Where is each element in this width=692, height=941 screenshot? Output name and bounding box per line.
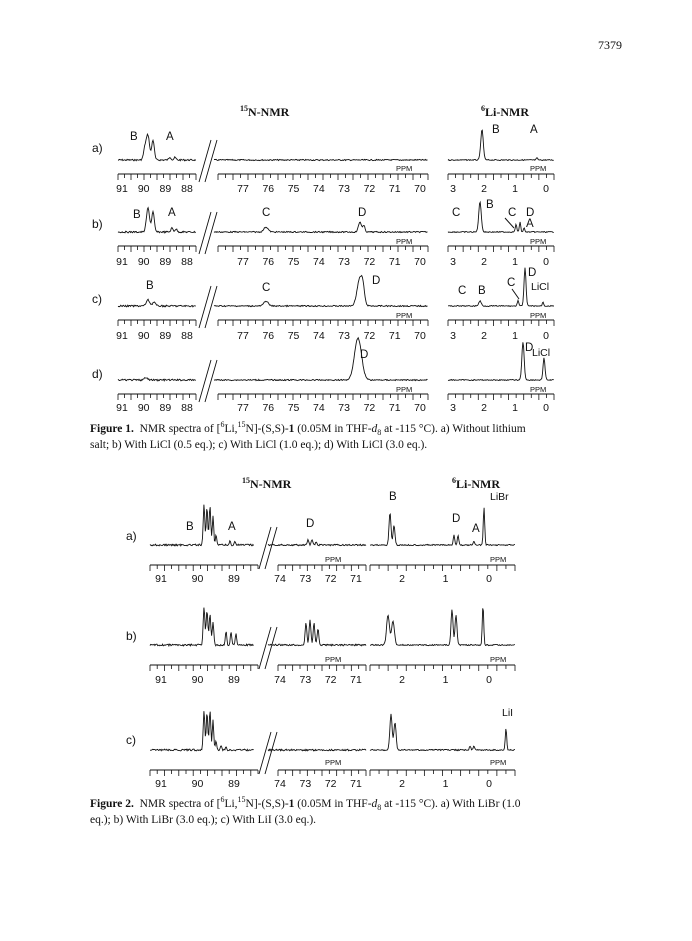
fig1-c-li-tick-label: 3	[450, 330, 456, 342]
fig1-c-n-right-tick-label: 77	[237, 330, 249, 342]
fig2a-li-ppm: PPM	[490, 555, 507, 564]
fig1c-li-peak-B: B	[478, 285, 486, 297]
fig2c-n-ppm: PPM	[325, 758, 342, 767]
fig2-c-n-left-tick-label: 91	[155, 778, 167, 790]
fig1c-li-ppm: PPM	[530, 311, 547, 320]
fig1-d-li-tick-label: 3	[450, 402, 456, 414]
fig1-a-break-slash	[199, 140, 211, 182]
fig1d-peak-D: D	[360, 349, 369, 361]
page-number: 7379	[598, 38, 622, 52]
fig1-c-n-left-tick-label: 90	[137, 330, 150, 342]
fig1-d-n-right-tick-label: 71	[388, 402, 401, 414]
fig1-b-n-right-tick-label: 70	[414, 256, 426, 268]
fig1b-li-peak-C: C	[452, 207, 461, 219]
fig1-a-n-right-tick-label: 73	[338, 183, 350, 195]
fig1-a-li-tick-label: 3	[450, 183, 456, 195]
fig1c-peak-D: D	[372, 275, 381, 287]
fig2-a-li-trace	[370, 508, 515, 546]
fig1b-li-ppm: PPM	[530, 237, 547, 246]
fig2-b-n-right-tick-label: 71	[350, 674, 362, 686]
fig1d-li-peak-LiCl: LiCl	[532, 347, 551, 359]
fig2-a-break-slash	[259, 527, 271, 569]
fig1a-li-peak-B: B	[492, 124, 500, 136]
fig1d-n-ppm: PPM	[396, 385, 413, 394]
fig1-panel-d-label: d)	[92, 367, 103, 381]
fig2a-peak-B: B	[186, 521, 194, 533]
figure1-caption: Figure 1. NMR spectra of [$^6$Li,$^{15}$N]-(S,S)-1 (0.05M in THF-$d_8$ at -115 °C). a) Without lithium salt; b) With LiCl (0.5 eq.); c) With LiCl (1.0 eq.); d) With LiCl (3.0 eq.).	[90, 420, 526, 452]
fig2-c-n-right-trace	[268, 749, 366, 751]
fig1-c-n-right-tick-label: 74	[313, 330, 325, 342]
fig1-a-n-right-tick-label: 76	[262, 183, 275, 195]
fig1-d-n-right-tick-label: 72	[363, 402, 376, 414]
fig1c-peak-B: B	[146, 280, 154, 292]
fig1-b-n-left-trace	[118, 208, 196, 233]
fig1-b-break-slash	[205, 212, 217, 254]
fig2-panel-a-label: a)	[126, 529, 137, 543]
fig2a-peak-A: A	[228, 521, 236, 533]
fig1-c-break-slash	[199, 286, 211, 328]
fig2a-n-ppm: PPM	[325, 555, 342, 564]
fig1-a-li-tick-label: 1	[512, 183, 518, 195]
fig1c-li-peak-LiCl: LiCl	[531, 281, 550, 293]
fig2a-li-peak-D: D	[452, 513, 461, 525]
fig1-c-n-left-trace	[118, 299, 196, 307]
fig2-tick-labels	[155, 573, 492, 790]
fig1b-peak-C: C	[262, 207, 271, 219]
fig1-c-n-right-tick-label: 70	[414, 330, 426, 342]
fig2c-li-ppm: PPM	[490, 758, 507, 767]
fig2-a-li-tick-label: 2	[399, 573, 405, 585]
fig2-b-n-right-tick-label: 73	[299, 674, 312, 686]
fig2-a-break-slash	[265, 527, 277, 569]
fig2-a-n-left-trace	[150, 505, 254, 546]
fig1-a-n-left-tick-label: 90	[137, 183, 150, 195]
fig2b-li-ppm: PPM	[490, 655, 507, 664]
fig1-a-break-slash	[205, 140, 217, 182]
fig1a-li-peak-A: A	[530, 124, 538, 136]
fig1a-li-ppm: PPM	[530, 164, 547, 173]
fig2-a-li-tick-label: 0	[486, 573, 492, 585]
fig1b-peak-B: B	[133, 209, 141, 221]
fig1-d-li-tick-label: 0	[543, 402, 549, 414]
fig1-d-n-right-tick-label: 76	[262, 402, 275, 414]
fig2-b-n-right-tick-label: 74	[274, 674, 286, 686]
fig1b-li-peak-D: D	[526, 207, 535, 219]
fig1-a-li-tick-label: 2	[481, 183, 487, 195]
fig1-panel-b-label: b)	[92, 217, 103, 231]
fig1b-li-peak-C2: C	[508, 207, 517, 219]
fig2-c-li-tick-label: 0	[486, 778, 492, 790]
fig1-b-li-tick-label: 3	[450, 256, 456, 268]
figure2-caption: Figure 2. NMR spectra of [$^6$Li,$^{15}$N]-(S,S)-1 (0.05M in THF-$d_8$ at -115 °C). a) With LiBr (1.0 eq.); b) With LiBr (3.0 eq.); c) With LiI (3.0 eq.).	[90, 795, 521, 827]
fig1-a-n-right-tick-label: 77	[237, 183, 249, 195]
fig2-b-li-tick-label: 0	[486, 674, 492, 686]
fig1-d-n-right-tick-label: 75	[287, 402, 300, 414]
fig2-c-n-left-tick-label: 90	[191, 778, 204, 790]
fig2-c-li-trace	[370, 714, 515, 751]
fig1-a-n-right-tick-label: 74	[313, 183, 325, 195]
fig1-b-li-tick-label: 2	[481, 256, 487, 268]
fig1-d-n-left-tick-label: 91	[116, 402, 128, 414]
fig1-c-n-left-tick-label: 88	[181, 330, 193, 342]
fig2-a-n-right-tick-label: 71	[350, 573, 362, 585]
fig2-c-n-right-tick-label: 71	[350, 778, 362, 790]
fig1-tick-labels	[116, 183, 549, 414]
fig2-c-n-right-tick-label: 74	[274, 778, 286, 790]
fig1-d-break-slash	[205, 360, 217, 402]
fig2-b-n-left-trace	[150, 608, 254, 646]
fig1c-li-peak-C: C	[458, 285, 467, 297]
fig1-b-n-right-tick-label: 77	[237, 256, 249, 268]
fig1a-n-ppm: PPM	[396, 164, 413, 173]
fig2-b-n-left-tick-label: 90	[191, 674, 204, 686]
fig1a-peak-B: B	[130, 131, 138, 143]
fig2a-li-peak-LiBr: LiBr	[490, 491, 509, 503]
fig1-b-n-left-tick-label: 91	[116, 256, 128, 268]
fig2-c-n-right-tick-label: 72	[324, 778, 337, 790]
fig2-c-li-tick-label: 2	[399, 778, 405, 790]
fig2a-li-peak-A: A	[472, 523, 480, 535]
fig1-d-n-right-tick-label: 77	[237, 402, 249, 414]
fig1c-li-peak-C2: C	[507, 277, 516, 289]
fig1-c-n-left-tick-label: 91	[116, 330, 128, 342]
fig1-a-li-tick-label: 0	[543, 183, 549, 195]
fig1-b-n-right-tick-label: 76	[262, 256, 275, 268]
fig1-b-n-right-tick-label: 71	[388, 256, 401, 268]
fig1-panel-c-label: c)	[92, 292, 102, 306]
fig2-b-li-tick-label: 2	[399, 674, 405, 686]
fig2b-n-ppm: PPM	[325, 655, 342, 664]
fig1-c-n-right-trace	[214, 276, 428, 307]
fig2-a-n-left-tick-label: 91	[155, 573, 167, 585]
fig1-d-n-left-tick-label: 90	[137, 402, 150, 414]
fig1-b-n-left-tick-label: 90	[137, 256, 150, 268]
fig1-a-n-right-trace	[214, 159, 428, 160]
fig1-c-n-right-tick-label: 75	[287, 330, 300, 342]
fig1-b-li-tick-label: 1	[512, 256, 518, 268]
fig2-a-li-tick-label: 1	[442, 573, 449, 585]
fig2-c-n-left-tick-label: 89	[228, 778, 240, 790]
fig2-b-li-tick-label: 1	[442, 674, 449, 686]
fig2-c-li-tick-label: 1	[442, 778, 449, 790]
fig1-c-n-right-tick-label: 76	[262, 330, 275, 342]
fig2c-li-peak-LiI: LiI	[502, 707, 514, 719]
fig1-a-n-left-tick-label: 88	[181, 183, 193, 195]
fig1-a-n-right-tick-label: 71	[388, 183, 401, 195]
fig2a-li-peak-B: B	[389, 491, 397, 503]
fig2-b-n-left-tick-label: 91	[155, 674, 167, 686]
fig1-b-n-right-tick-label: 74	[313, 256, 325, 268]
fig1-b-n-left-tick-label: 88	[181, 256, 193, 268]
fig1-li-nmr-header: $^6$Li-NMR	[481, 104, 529, 119]
fig1-panel-a-label: a)	[92, 141, 103, 155]
fig1-c-li-tick-label: 0	[543, 330, 549, 342]
fig2-c-n-left-trace	[150, 711, 254, 751]
fig1-c-li-tick-label: 1	[512, 330, 518, 342]
fig2-c-break-slash	[265, 732, 277, 774]
fig1b-peak-A: A	[168, 207, 176, 219]
fig2-li-nmr-header: $^6$Li-NMR	[452, 476, 500, 491]
fig1-d-n-right-tick-label: 73	[338, 402, 350, 414]
fig2-c-break-slash	[259, 732, 271, 774]
fig2-b-break-slash	[259, 627, 271, 669]
fig1b-arrow	[505, 218, 514, 228]
fig1-d-n-right-tick-label: 70	[414, 402, 426, 414]
fig2-b-n-left-tick-label: 89	[228, 674, 240, 686]
fig1-b-n-right-tick-label: 75	[287, 256, 300, 268]
fig1-c-break-slash	[205, 286, 217, 328]
fig2-a-n-right-tick-label: 74	[274, 573, 286, 585]
fig2-panel-c-label: c)	[126, 733, 136, 747]
fig2-a-n-right-tick-label: 72	[324, 573, 337, 585]
fig1b-li-peak-A: A	[526, 218, 534, 230]
fig1-a-li-trace	[448, 130, 554, 160]
fig1-c-n-left-tick-label: 89	[159, 330, 172, 342]
fig2-panel-b-label: b)	[126, 629, 137, 643]
fig2a-peak-D: D	[306, 518, 315, 530]
fig1-d-n-left-tick-label: 88	[181, 402, 193, 414]
fig1-b-n-right-trace	[214, 222, 428, 232]
fig2-b-n-right-tick-label: 72	[324, 674, 337, 686]
fig2-b-break-slash	[265, 627, 277, 669]
fig1-d-li-tick-label: 1	[512, 402, 518, 414]
fig1-a-n-right-tick-label: 75	[287, 183, 300, 195]
fig1d-li-ppm: PPM	[530, 385, 547, 394]
fig1a-peak-A: A	[166, 131, 174, 143]
fig1c-arrow	[512, 289, 519, 299]
fig1-a-n-left-tick-label: 91	[116, 183, 128, 195]
fig1-c-li-tick-label: 2	[481, 330, 487, 342]
fig1-b-n-right-tick-label: 73	[338, 256, 350, 268]
fig1-a-n-left-tick-label: 89	[159, 183, 172, 195]
fig2-n-nmr-header: $^{15}$N-NMR	[242, 476, 292, 491]
fig1-d-n-left-trace	[118, 378, 196, 381]
fig1-b-break-slash	[199, 212, 211, 254]
fig2-a-n-left-tick-label: 90	[191, 573, 204, 585]
fig2-a-n-right-tick-label: 73	[299, 573, 312, 585]
fig1-d-n-right-trace	[214, 338, 428, 381]
fig1-n-nmr-header: $^{15}$N-NMR	[240, 104, 290, 119]
fig2-b-n-right-trace	[268, 620, 366, 646]
fig1-d-li-tick-label: 2	[481, 402, 487, 414]
fig1-b-n-left-tick-label: 89	[159, 256, 172, 268]
fig1-c-n-right-tick-label: 72	[363, 330, 376, 342]
fig1-a-n-right-tick-label: 72	[363, 183, 376, 195]
fig1c-peak-C: C	[262, 282, 271, 294]
fig1-c-n-right-tick-label: 73	[338, 330, 350, 342]
fig2-a-n-right-trace	[268, 540, 366, 546]
fig1-c-n-right-tick-label: 71	[388, 330, 401, 342]
fig2-c-n-right-tick-label: 73	[299, 778, 312, 790]
fig1-b-li-trace	[448, 202, 554, 232]
fig1-a-n-right-tick-label: 70	[414, 183, 426, 195]
fig1b-n-ppm: PPM	[396, 237, 413, 246]
fig1d-li-peak-D: D	[525, 342, 534, 354]
fig1b-peak-D: D	[358, 207, 367, 219]
fig1-d-break-slash	[199, 360, 211, 402]
fig1b-li-peak-B: B	[486, 199, 494, 211]
fig1-b-n-right-tick-label: 72	[363, 256, 376, 268]
fig2-b-li-trace	[370, 608, 515, 645]
fig1c-li-peak-D: D	[528, 267, 537, 279]
fig1-d-n-right-tick-label: 74	[313, 402, 325, 414]
fig1c-n-ppm: PPM	[396, 311, 413, 320]
fig1-d-n-left-tick-label: 89	[159, 402, 172, 414]
fig1-b-li-tick-label: 0	[543, 256, 549, 268]
fig2-a-n-left-tick-label: 89	[228, 573, 240, 585]
